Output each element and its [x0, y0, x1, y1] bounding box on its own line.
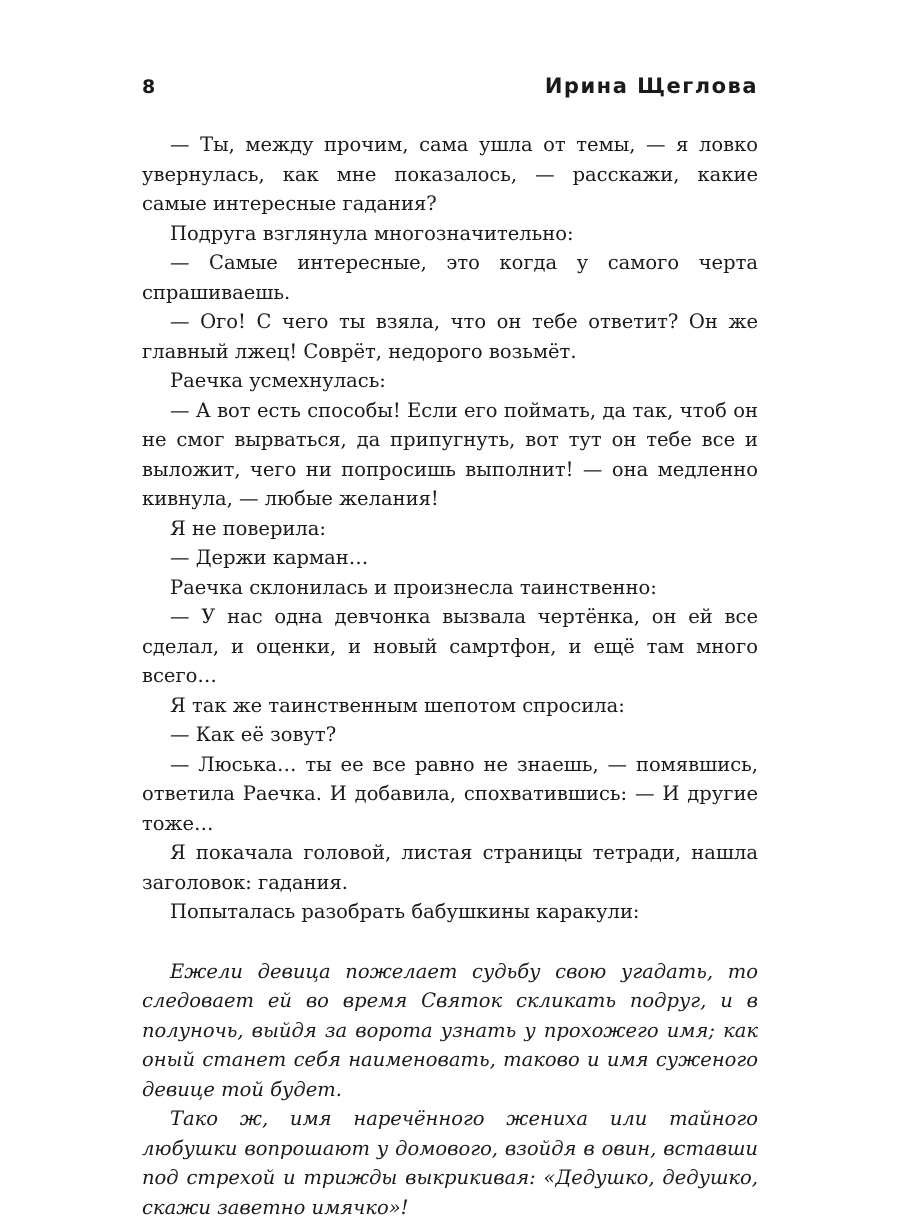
dialogue-section: [142, 130, 758, 927]
paragraph: Я не поверила:: [142, 514, 758, 544]
paragraph: — Ты, между прочим, сама ушла от темы, — я ловко увернулась, как мне показалось, — расскажи, какие самые интересные гадания?: [142, 130, 758, 219]
paragraph: Я так же таинственным шепотом спросила:: [142, 691, 758, 721]
paragraph: Раечка склонилась и произнесла таинственно:: [142, 573, 758, 603]
paragraph: — Ого! С чего ты взяла, что он тебе ответит? Он же главный лжец! Соврёт, недорого возьмёт.: [142, 307, 758, 366]
paragraph: — У нас одна девчонка вызвала чертёнка, он ей все сделал, и оценки, и новый самртфон, и ещё там много всего…: [142, 602, 758, 691]
author-name: Ирина Щеглова: [545, 74, 758, 98]
text-block: [142, 130, 758, 1222]
paragraph: — А вот есть способы! Если его поймать, да так, чтоб он не смог вырваться, да припугнуть, вот тут он тебе все и выложит, чего ни попросишь выполнит! — она медленно кивнула, — любые желания!: [142, 396, 758, 514]
paragraph: — Самые интересные, это когда у самого черта спрашиваешь.: [142, 248, 758, 307]
quote-paragraph: Ежели девица пожелает судьбу свою угадать, то следовает ей во время Святок скликать подруг, и в полуночь, выйдя за ворота узнать у прохожего имя; как оный станет себя наименовать, таково и имя суженого девице той будет.: [142, 957, 758, 1105]
section-spacer: [142, 927, 758, 957]
paragraph: Раечка усмехнулась:: [142, 366, 758, 396]
paragraph: — Люська… ты ее все равно не знаешь, — помявшись, ответила Раечка. И добавила, спохватившись: — И другие тоже…: [142, 750, 758, 839]
paragraph: Попыталась разобрать бабушкины каракули:: [142, 897, 758, 927]
paragraph: — Держи карман…: [142, 543, 758, 573]
page-number: 8: [142, 76, 156, 98]
running-header: [142, 74, 758, 114]
paragraph: Подруга взглянула многозначительно:: [142, 219, 758, 249]
paragraph: — Как её зовут?: [142, 720, 758, 750]
quoted-manuscript-section: [142, 957, 758, 1222]
quote-paragraph: Тако ж, имя наречённого жениха или тайного любушки вопрошают у домового, взойдя в овин, вставши под стрехой и трижды выкрикивая: «Дедушко, дедушко, скажи заветно имячко»!: [142, 1104, 758, 1222]
paragraph: Я покачала головой, листая страницы тетради, нашла заголовок: гадания.: [142, 838, 758, 897]
